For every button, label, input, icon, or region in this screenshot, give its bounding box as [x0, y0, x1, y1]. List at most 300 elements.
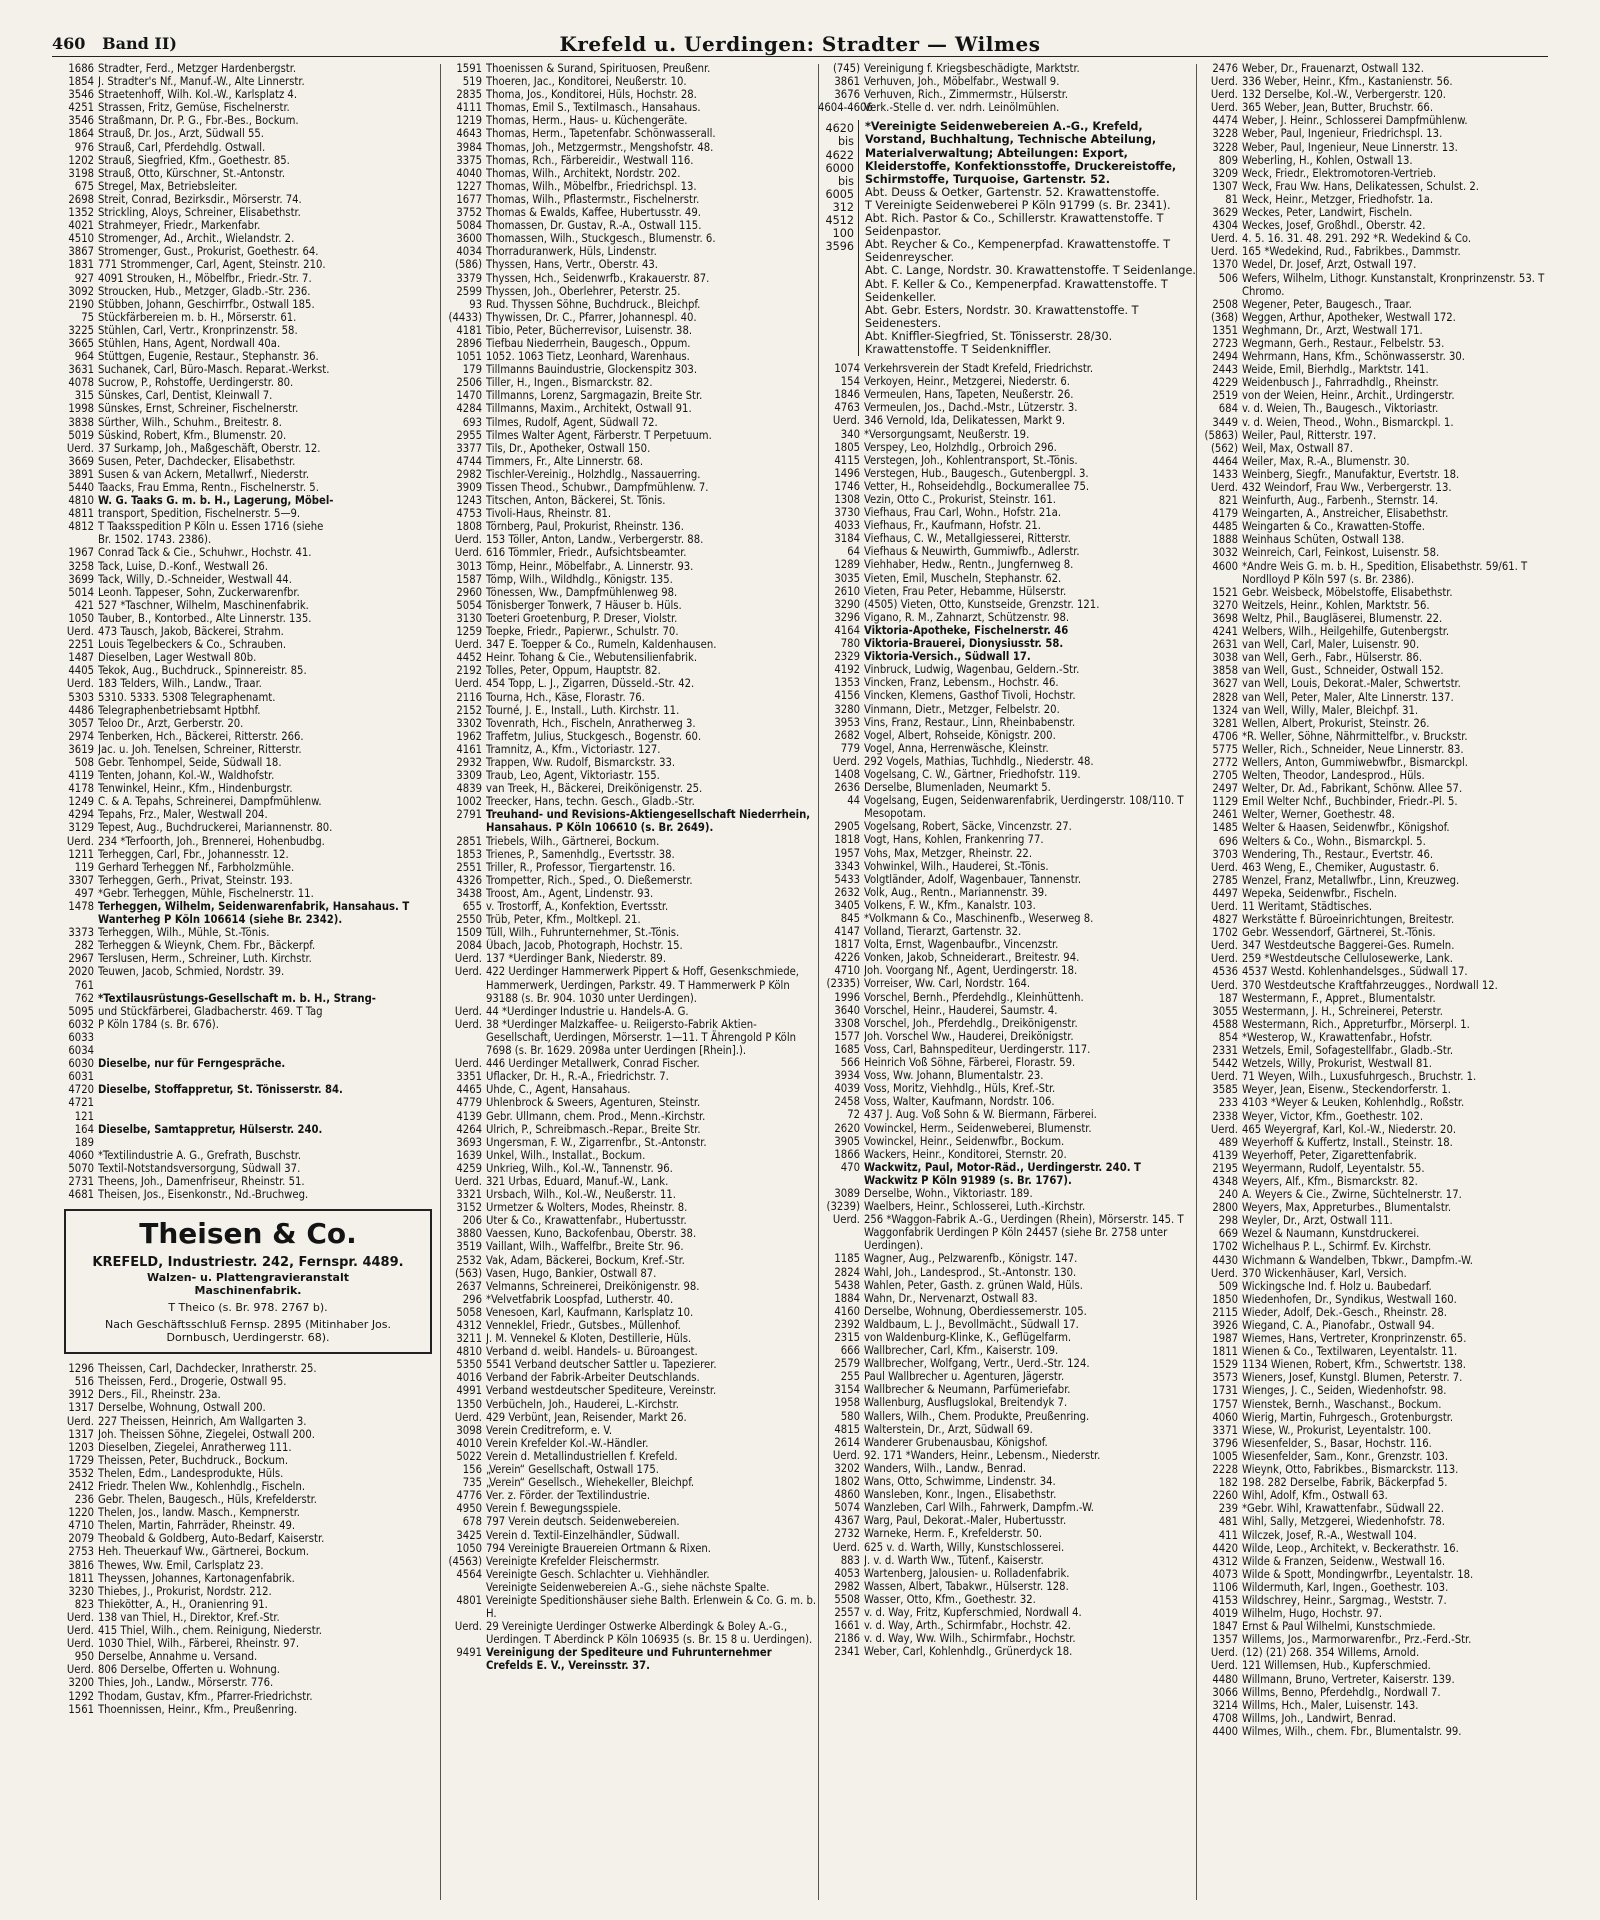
directory-entry	[818, 1030, 1196, 1043]
phone-number: 6000	[825, 161, 854, 175]
entry-text: Uhde, C., Agent, Hansahaus.	[486, 1083, 631, 1097]
entry-text: 437 J. Aug. Voß Sohn & W. Biermann, Färberei.	[864, 1108, 1097, 1122]
directory-entry	[1196, 677, 1548, 690]
phone-number: 1831	[68, 258, 94, 272]
phone-number: 3573	[1212, 1371, 1238, 1385]
phone-number: 3228	[1212, 127, 1238, 141]
entry-text: Urmetzer & Wolters, Modes, Rheinstr. 8.	[486, 1201, 688, 1215]
directory-entry	[52, 442, 440, 455]
phone-number: 1050	[456, 1541, 482, 1555]
directory-entry	[1196, 468, 1548, 481]
phone-number: Uerd.	[1210, 1266, 1238, 1280]
phone-number: 1249	[68, 795, 94, 809]
phone-number: 4021	[68, 219, 94, 233]
entry-text: Viktoria-Brauerei, Dionysiusstr. 58.	[864, 637, 1064, 651]
phone-number: 4073	[1212, 1567, 1238, 1581]
directory-entry	[52, 1663, 440, 1676]
entry-text: von der Weien, Heinr., Archit., Urdingerstr.	[1242, 389, 1455, 403]
entry-text: Weinreich, Carl, Feinkost, Luisenstr. 58.	[1242, 546, 1440, 560]
entry-text: Thomas, Emil S., Textilmasch., Hansahaus.	[486, 101, 701, 115]
directory-entry	[440, 206, 818, 219]
entry-text: *Velvetfabrik Loospfad, Lutherstr. 40.	[486, 1292, 674, 1306]
entry-text: Unkrieg, Wilh., Kol.-W., Tannenstr. 96.	[486, 1161, 673, 1175]
phone-number: 4264	[456, 1122, 482, 1136]
entry-text: Wallenburg, Ausflugslokal, Breitendyk 7.	[864, 1396, 1068, 1410]
entry-text: Vigano, R. M., Zahnarzt, Schützenstr. 98.	[864, 610, 1070, 624]
entry-text: Triebels, Wilh., Gärtnerei, Bockum.	[486, 834, 660, 848]
directory-entry	[818, 650, 1196, 663]
directory-entry	[440, 272, 818, 285]
phone-number: 3098	[456, 1423, 482, 1437]
directory-entry	[52, 350, 440, 363]
directory-entry	[52, 533, 440, 546]
phone-number: 1317	[68, 1427, 94, 1441]
directory-columns	[52, 62, 1548, 1902]
phone-number: 4810	[456, 1345, 482, 1359]
entry-text: van Well, Willy, Maler, Bleichpf. 31.	[1242, 703, 1419, 717]
directory-entry	[52, 926, 440, 939]
entry-text: Trompetter, Rich., Sped., O. Dießemerstr.	[486, 873, 693, 887]
phone-number: 1746	[834, 479, 860, 493]
directory-entry	[440, 874, 818, 887]
phone-number: 6030	[68, 1057, 94, 1071]
phone-number: 2599	[456, 284, 482, 298]
entry-text: Thomas, Wilh., Möbelfbr., Friedrichspl. 13.	[486, 179, 697, 193]
entry-text: Ernst & Paul Wilhelmi, Kunstschmiede.	[1242, 1620, 1436, 1634]
entry-text: Thewes, Ww. Emil, Carlsplatz 23.	[98, 1558, 264, 1572]
phone-number: 4708	[1212, 1711, 1238, 1725]
directory-entry	[1196, 586, 1548, 599]
phone-number: 3321	[456, 1188, 482, 1202]
phone-number: 236	[74, 1493, 94, 1507]
directory-entry	[818, 755, 1196, 768]
entry-text: v. d. Weien, Theod., Wohn., Bismarckpl. 1.	[1242, 415, 1454, 429]
directory-entry	[440, 795, 818, 808]
entry-text: Joh. Vorschel Ww., Hauderei, Dreikönigstr.	[864, 1029, 1074, 1043]
entry-text: Vinbruck, Ludwig, Wagenbau, Geldern.-Str.	[864, 663, 1080, 677]
entry-text: Vogelsang, Robert, Säcke, Vincenzstr. 27.	[864, 820, 1072, 834]
entry-text: Vogt, Hans, Kohlen, Frankenring 77.	[864, 833, 1044, 847]
entry-text: Susen, Peter, Dachdecker, Elisabethstr.	[98, 454, 296, 468]
directory-entry	[818, 428, 1196, 441]
phone-number: 809	[1218, 153, 1238, 167]
directory-entry	[818, 912, 1196, 925]
phone-number: 1529	[1212, 1358, 1238, 1372]
phone-number: 4600	[1212, 559, 1238, 573]
phone-number: 508	[74, 755, 94, 769]
phone-number: Uerd.	[66, 677, 94, 691]
phone-number: 3270	[1212, 598, 1238, 612]
phone-number: 1002	[456, 795, 482, 809]
directory-entry	[1196, 1463, 1548, 1476]
directory-entry	[818, 454, 1196, 467]
phone-number	[440, 1581, 486, 1594]
phone-number: 3546	[68, 114, 94, 128]
entry-text: Verhuven, Joh., Möbelfabr., Westwall 9.	[864, 75, 1060, 89]
entry-text: 473 Tausch, Jakob, Bäckerei, Strahm.	[98, 625, 284, 639]
entry-text: Conrad Tack & Cie., Schuhwr., Hochstr. 41.	[98, 546, 312, 560]
phone-number: 5508	[834, 1592, 860, 1606]
phone-number: 2705	[1212, 769, 1238, 783]
entry-text: 38 *Uerdinger Malzkaffee- u. Reiigersto-Fabrik Aktien-Gesellschaft, Uerdingen, Mörserstr. 1—11. T Ährengold P Köln 7698 (s. Br. 1629. 2098a unter Uerdingen [Rhein].).	[486, 1017, 797, 1058]
directory-entry	[1196, 835, 1548, 848]
phone-number: 3309	[456, 769, 482, 783]
directory-entry	[1196, 1214, 1548, 1227]
directory-entry	[440, 743, 818, 756]
entry-text: Wezel & Naumann, Kunstdruckerei.	[1242, 1227, 1420, 1241]
phone-number: Uerd.	[454, 638, 482, 652]
directory-entry	[440, 769, 818, 782]
directory-entry	[52, 1690, 440, 1703]
entry-text: Tourné, J. E., Install., Luth. Kirchstr. 11.	[486, 703, 680, 717]
directory-entry	[440, 219, 818, 232]
directory-entry	[440, 324, 818, 337]
entry-text: Rud. Thyssen Söhne, Buchdruck., Bleichpf.	[486, 297, 701, 311]
entry-text: Weyers, Max, Appreturbes., Blumentalstr.	[1242, 1201, 1452, 1215]
phone-number: 964	[74, 350, 94, 364]
entry-text: Wanderer Grubenausbau, Königshof.	[864, 1435, 1048, 1449]
directory-entry	[1196, 1489, 1548, 1502]
directory-entry	[1196, 769, 1548, 782]
entry-text: 370 Westdeutsche Kraftfahrzeugges., Nordwall 12.	[1242, 978, 1498, 992]
phone-number: Uerd.	[1210, 101, 1238, 115]
phone-number: 5433	[834, 872, 860, 886]
phone-number: Uerd.	[1210, 1659, 1238, 1673]
directory-entry	[1196, 913, 1548, 926]
phone-number: 4801	[456, 1593, 482, 1607]
directory-entry	[52, 782, 440, 795]
entry-text: 71 Weyen, Wilh., Luxusfuhrgesch., Bruchstr. 1.	[1242, 1070, 1477, 1084]
directory-entry	[818, 362, 1196, 375]
directory-entry	[818, 1122, 1196, 1135]
phone-number: 3627	[1212, 677, 1238, 691]
entry-text: Vincken, Klemens, Gasthof Tivoli, Hochstr.	[864, 689, 1076, 703]
entry-text: 465 Weyergraf, Karl, Kol.-W., Niederstr. 20.	[1242, 1122, 1457, 1136]
directory-entry	[818, 794, 1196, 820]
entry-text: 771 Strommenger, Carl, Agent, Steinstr. 210.	[98, 258, 326, 272]
directory-entry	[440, 1319, 818, 1332]
phone-number: 3200	[68, 1676, 94, 1690]
phone-number: 3280	[834, 702, 860, 716]
phone-number: 2152	[456, 703, 482, 717]
directory-entry	[1196, 1293, 1548, 1306]
entry-text: Tömp, Heinr., Möbelfabr., A. Linnerstr. 93.	[486, 559, 694, 573]
phone-number: 239	[1218, 1502, 1238, 1516]
phone-number: 1351	[1212, 323, 1238, 337]
phone-number: Uerd.	[454, 1004, 482, 1018]
phone-number: Uerd.	[1210, 1070, 1238, 1084]
directory-entry	[818, 388, 1196, 401]
entry-text: Wiemes, Hans, Vertreter, Kronprinzenstr. 65.	[1242, 1332, 1467, 1346]
phone-number: 2315	[834, 1331, 860, 1344]
phone-number: 2020	[68, 965, 94, 979]
phone-number: 4111	[456, 101, 482, 115]
entry-text: 132 Derselbe, Kol.-W., Verbergerstr. 120.	[1242, 88, 1446, 102]
directory-entry	[52, 154, 440, 167]
entry-text: Vogel, Anna, Herrenwäsche, Kleinstr.	[864, 741, 1049, 755]
directory-entry	[52, 389, 440, 402]
department-entry: Abt. Deuss & Oetker, Gartenstr. 52. Krawattenstoffe.	[865, 185, 1160, 199]
phone-number: 4465	[456, 1083, 482, 1097]
entry-text: Viktoria-Versich., Südwall 17.	[864, 650, 1031, 664]
directory-entry	[440, 599, 818, 612]
directory-entry	[52, 324, 440, 337]
directory-entry	[1196, 1083, 1548, 1096]
phone-number: 3202	[834, 1461, 860, 1475]
phone-number: 4810	[68, 494, 94, 508]
directory-entry	[1196, 1240, 1548, 1253]
directory-entry	[1196, 952, 1548, 965]
phone-number: 3225	[68, 323, 94, 337]
phone-number: 3013	[456, 559, 482, 573]
entry-text: Thomassen, Wilh., Stuckgesch., Blumenstr. 6.	[486, 232, 716, 246]
phone-number: 4259	[456, 1161, 482, 1175]
entry-text: Taacks, Frau Emma, Rentn., Fischelnerstr. 5.	[98, 481, 319, 494]
directory-entry	[52, 1598, 440, 1611]
phone-number: 3184	[834, 532, 860, 546]
entry-text: Unkel, Wilh., Installat., Bockum.	[486, 1148, 646, 1162]
phone-number: 3532	[68, 1466, 94, 1480]
phone-number: 4536	[1212, 965, 1238, 979]
entry-text: J. Stradter's Nf., Manuf.-W., Alte Linnerstr.	[98, 75, 305, 89]
entry-text: Wiedenhofen, Dr., Syndikus, Westwall 160.	[1242, 1292, 1457, 1306]
phone-number: 4161	[456, 742, 482, 756]
directory-entry	[52, 1585, 440, 1598]
entry-text: Vereinigte Gesch. Schlachter u. Viehhändler.	[486, 1567, 710, 1581]
directory-entry	[52, 952, 440, 965]
phone-number: 3038	[1212, 651, 1238, 665]
directory-entry	[818, 1554, 1196, 1567]
directory-entry	[440, 1476, 818, 1489]
department-entry: Abt. Reycher & Co., Kempenerpfad. Krawattenstoffe. T Seidenreyscher.	[865, 238, 1171, 265]
directory-entry	[1196, 1149, 1548, 1162]
directory-entry	[52, 1676, 440, 1689]
phone-number: Uerd.	[1210, 952, 1238, 966]
directory-entry	[1196, 1502, 1548, 1515]
directory-entry	[440, 1384, 818, 1397]
phone-number: 1296	[68, 1362, 94, 1376]
entry-text: Derselbe, Wohnung, Oberdiessemerstr. 105.	[864, 1304, 1087, 1318]
directory-entry	[52, 638, 440, 651]
phone-number: 1685	[834, 1042, 860, 1056]
directory-entry	[1196, 1096, 1548, 1109]
directory-entry	[818, 1318, 1196, 1331]
phone-number: 4753	[456, 507, 482, 521]
entry-text: Tönisberger Tonwerk, 7 Häuser b. Hüls.	[486, 598, 682, 612]
directory-entry	[1196, 206, 1548, 219]
entry-text: Volta, Ernst, Wagenbaufbr., Vincenzstr.	[864, 938, 1059, 952]
directory-entry	[52, 1532, 440, 1545]
phone-number: 823	[74, 1597, 94, 1611]
directory-entry	[1196, 808, 1548, 821]
phone-number: 4367	[834, 1514, 860, 1528]
directory-entry	[818, 925, 1196, 938]
phone-number: 421	[74, 598, 94, 612]
entry-text: Uter & Co., Krawattenfabr., Hubertusstr.	[486, 1214, 687, 1228]
directory-entry	[818, 873, 1196, 886]
directory-entry	[818, 572, 1196, 585]
entry-text: Werkstätte f. Büroeinrichtungen, Breitestr.	[1242, 913, 1455, 927]
directory-entry	[52, 1123, 440, 1136]
entry-text: Venesoen, Karl, Kaufmann, Karlsplatz 10.	[486, 1305, 694, 1319]
phone-number: 3211	[456, 1332, 482, 1346]
directory-entry	[440, 612, 818, 625]
phone-number: 2967	[68, 952, 94, 966]
phone-number: 4430	[1212, 1253, 1238, 1267]
phone-number: 4706	[1212, 729, 1238, 743]
directory-entry	[440, 1018, 818, 1057]
phone-number: 2632	[834, 885, 860, 899]
entry-text: Weber, Carl, Kohlenhdlg., Grünerdyck 18.	[864, 1645, 1073, 1659]
phone-number: 1686	[68, 62, 94, 75]
running-title: Krefeld u. Uerdingen: Stradter — Wilmes	[559, 32, 1041, 56]
entry-text: Thomas, Wilh., Architekt, Nordstr. 202.	[486, 166, 681, 180]
directory-entry	[440, 546, 818, 559]
phone-number: 3449	[1212, 415, 1238, 429]
phone-number: 4512	[825, 214, 854, 228]
directory-entry	[52, 481, 440, 494]
directory-entry	[52, 677, 440, 690]
directory-entry	[818, 611, 1196, 624]
phone-number: 2610	[834, 584, 860, 598]
phone-number: Uerd.	[66, 1663, 94, 1677]
entry-text: Wildermuth, Karl, Ingen., Goethestr. 103.	[1242, 1580, 1449, 1594]
phone-number: 340	[840, 427, 860, 441]
vereinigte-seidenwebereien-block	[818, 120, 1196, 356]
directory-entry	[818, 899, 1196, 912]
entry-text: Br. 1502. 1743. 2386).	[98, 533, 212, 547]
directory-entry	[818, 1567, 1196, 1580]
directory-entry	[440, 88, 818, 101]
directory-entry	[440, 442, 818, 455]
directory-entry	[1196, 363, 1548, 376]
entry-text: Ders., Fil., Rheinstr. 23a.	[98, 1388, 221, 1402]
phone-number: 4312	[456, 1319, 482, 1332]
directory-entry	[52, 900, 440, 926]
entry-text: Weller, Rich., Schneider, Neue Linnerstr. 83.	[1242, 742, 1464, 756]
entry-text: Volland, Tierarzt, Gartenstr. 32.	[864, 925, 1022, 939]
entry-text: Dieselbe, Stoffappretur, St. Tönisserstr. 84.	[98, 1083, 343, 1097]
entry-text: Terheggen, Gerh., Privat, Steinstr. 193.	[98, 873, 293, 887]
entry-text: Wieynk, Otto, Fabrikbes., Bismarckstr. 113.	[1242, 1463, 1459, 1477]
entry-text: Westermann, Rich., Appreturfbr., Mörserpl. 1.	[1242, 1017, 1470, 1031]
entry-text: 4091 Strouken, H., Möbelfbr., Friedr.-Str. 7.	[98, 271, 312, 285]
directory-entry	[440, 1070, 818, 1083]
phone-number: 5303	[68, 690, 94, 704]
phone-number: 1802	[834, 1475, 860, 1489]
directory-entry	[1196, 546, 1548, 559]
phone-number: 2186	[834, 1632, 860, 1646]
directory-entry	[52, 546, 440, 559]
entry-text: Weingarten & Co., Krawatten-Stoffe.	[1242, 520, 1425, 534]
directory-entry	[52, 101, 440, 114]
directory-entry	[1196, 874, 1548, 887]
entry-text: Weyler, Dr., Arzt, Ostwall 111.	[1242, 1214, 1393, 1228]
directory-entry	[440, 1306, 818, 1319]
entry-text: 616 Tömmler, Friedr., Aufsichtsbeamter.	[486, 546, 687, 560]
directory-entry	[440, 1240, 818, 1253]
directory-entry	[440, 1332, 818, 1345]
phone-number: 3909	[456, 481, 482, 494]
phone-number: 1292	[68, 1689, 94, 1703]
phone-number: 2506	[456, 376, 482, 390]
entry-text: Verein Creditreform, e. V.	[486, 1423, 613, 1437]
entry-text: Stühlen, Carl, Vertr., Kronprinzenstr. 58.	[98, 323, 298, 337]
entry-text: *Gebr. Terheggen, Mühle, Fischelnerstr. 11.	[98, 886, 314, 900]
phone-number: 2824	[834, 1265, 860, 1279]
entry-text: Uflacker, Dr. H., R.-A., Friedrichstr. 7.	[486, 1070, 669, 1084]
entry-text: Wilmes, Wilh., chem. Fbr., Blumentalstr. 99.	[1242, 1724, 1462, 1738]
directory-entry	[440, 481, 818, 494]
entry-text: Thodam, Gustav, Kfm., Pfarrer-Friedrichstr.	[98, 1689, 313, 1703]
directory-entry	[818, 1252, 1196, 1265]
directory-entry	[818, 1436, 1196, 1449]
entry-text: Vowinckel, Heinr., Seidenwfbr., Bockum.	[864, 1134, 1065, 1148]
directory-entry	[818, 1645, 1196, 1658]
directory-entry	[1196, 992, 1548, 1005]
entry-text: 4103 *Weyer & Leuken, Kohlenhdlg., Roßstr.	[1242, 1096, 1465, 1110]
entry-text: Weck, Friedr., Elektromotoren-Vertrieb.	[1242, 166, 1437, 180]
entry-text: Wallbrecher & Neumann, Parfümeriefabr.	[864, 1383, 1071, 1397]
phone-number: 3057	[68, 716, 94, 730]
phone-number: 3258	[68, 559, 94, 573]
entry-text: 256 *Waggon-Fabrik A.-G., Uerdingen (Rhein), Mörserstr. 145. T Waggonfabrik Uerdingen P Köln 24457 (siehe Br. 2758 unter Uerdingen).	[864, 1213, 1184, 1253]
phone-number: 580	[840, 1409, 860, 1423]
phone-number: 3092	[68, 284, 94, 298]
directory-entry	[818, 1108, 1196, 1121]
entry-text: 321 Urbas, Eduard, Manuf.-W., Lank.	[486, 1174, 669, 1188]
directory-entry	[52, 573, 440, 586]
entry-text: W. G. Taaks G. m. b. H., Lagerung, Möbel-	[98, 494, 334, 508]
phone-number: 684	[1218, 402, 1238, 416]
phone-number: 1243	[456, 494, 482, 508]
entry-text: van Treek, H., Bäckerei, Dreikönigenstr. 25.	[486, 782, 703, 796]
directory-entry	[1196, 127, 1548, 140]
phone-number: 121	[74, 1109, 94, 1123]
entry-text: Tivoli-Haus, Rheinstr. 81.	[486, 507, 612, 521]
entry-text: Friedr. Thelen Ww., Kohlenhdlg., Fischeln.	[98, 1480, 306, 1493]
phone-number: 566	[840, 1056, 860, 1070]
entry-text: Weyerhoff, Peter, Zigarettenfabrik.	[1242, 1148, 1417, 1162]
entry-text: Tilmes, Rudolf, Agent, Südwall 72.	[486, 415, 658, 429]
entry-text: Weggen, Arthur, Apotheker, Westwall 172.	[1242, 310, 1456, 324]
entry-text: Verein f. Bewegungsspiele.	[486, 1502, 621, 1516]
phone-number: 3600	[456, 232, 482, 246]
phone-number: 4016	[456, 1371, 482, 1385]
directory-entry	[52, 1070, 440, 1083]
phone-number: 2458	[834, 1095, 860, 1109]
phone-number: 761	[74, 978, 94, 992]
entry-text: Louis Tegelbeckers & Co., Schrauben.	[98, 638, 287, 652]
entry-text: Verstegen, Joh., Kohlentransport, St.-Tönis.	[864, 453, 1078, 467]
directory-entry	[52, 1362, 440, 1375]
entry-text	[98, 1096, 440, 1109]
entry-text: Paul Wallbrecher u. Agenturen, Jägerstr.	[864, 1370, 1065, 1384]
phone-number: 2732	[834, 1527, 860, 1541]
phone-number: 4604-4606	[818, 101, 873, 115]
entry-text: Suchanek, Carl, Büro-Masch. Reparat.-Werkst.	[98, 363, 330, 377]
entry-text: Weckes, Peter, Landwirt, Fischeln.	[1242, 206, 1413, 220]
phone-number: 1846	[834, 388, 860, 402]
directory-entry	[1196, 1031, 1548, 1044]
entry-text: Wiese, W., Prokurist, Leyentalstr. 100.	[1242, 1423, 1432, 1437]
entry-text: 347 Westdeutsche Baggerei-Ges. Rumeln.	[1242, 939, 1455, 953]
entry-text: Tovenrath, Hch., Fischeln, Anratherweg 3.	[486, 716, 696, 730]
entry-text: Weyer, Jean, Eisenw., Steckendorferstr. 1.	[1242, 1083, 1451, 1097]
phone-number: 3585	[1212, 1083, 1238, 1097]
directory-entry	[440, 311, 818, 324]
phone-number: 2192	[456, 664, 482, 678]
